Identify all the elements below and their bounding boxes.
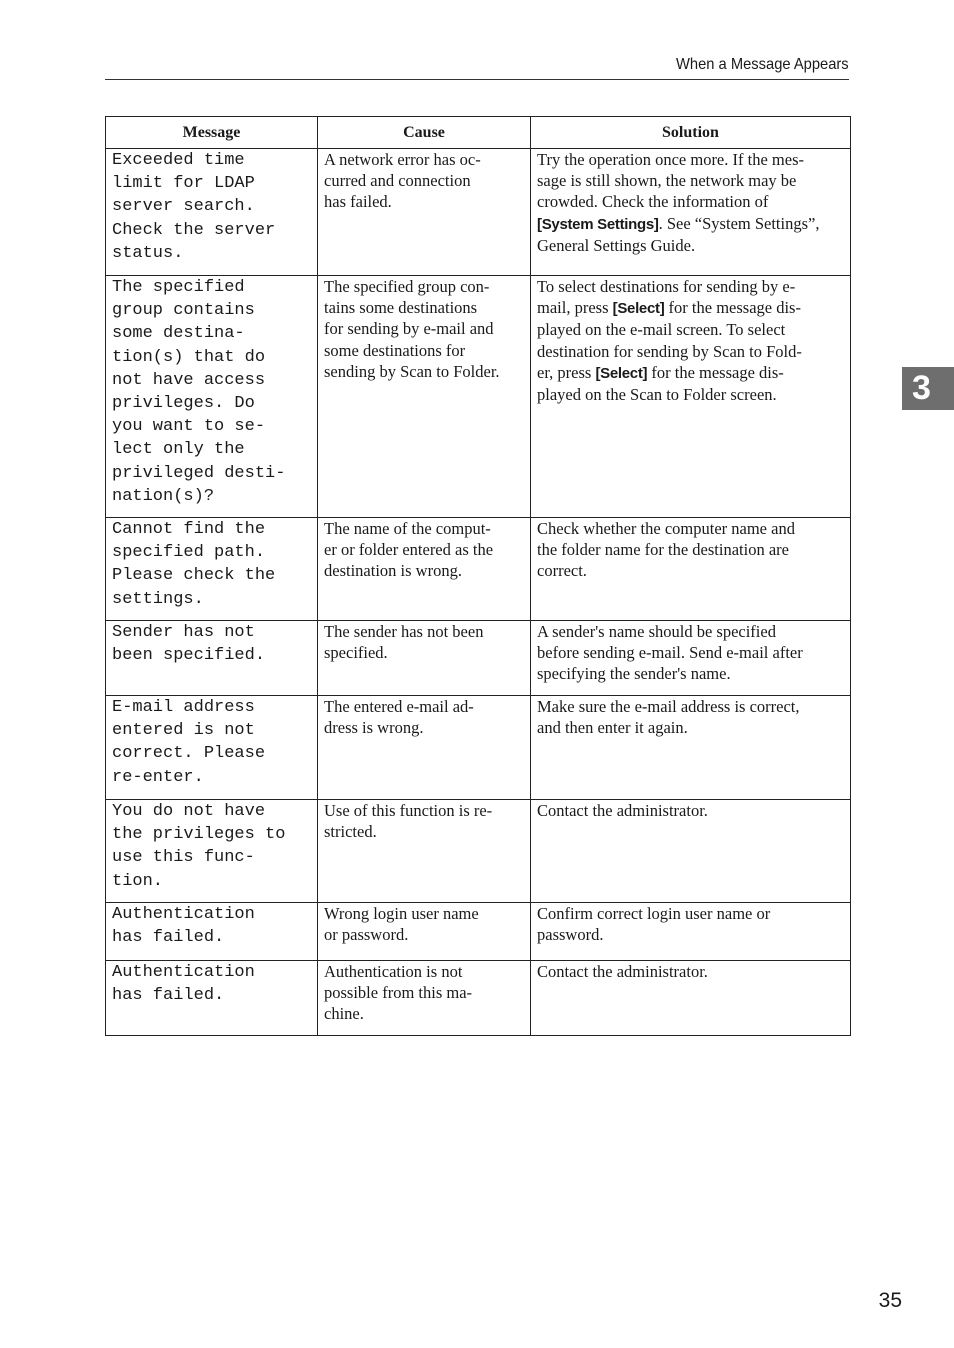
solution-line: Confirm correct login user name or xyxy=(537,904,771,923)
cause-line: The specified group con- xyxy=(324,277,490,296)
cause-line: specified. xyxy=(324,643,388,663)
message-line: specified path. xyxy=(112,543,266,563)
message-line: group contains xyxy=(112,301,255,321)
cause-cell xyxy=(318,903,531,961)
table-row xyxy=(106,961,851,1036)
solution-line: A sender's name should be specified xyxy=(537,622,776,641)
cause-line: for sending by e-mail and xyxy=(324,319,494,339)
cause-line: The name of the comput- xyxy=(324,519,491,538)
message-line: not have access xyxy=(112,370,266,390)
cause-cell xyxy=(318,621,531,696)
message-line: privileges. Do xyxy=(112,394,255,414)
solution-line: and then enter it again. xyxy=(537,718,688,738)
message-line: been specified. xyxy=(112,646,266,666)
message-line: correct. Please xyxy=(112,744,266,764)
cause-line: some destinations for xyxy=(324,340,466,360)
cause-line: The entered e-mail ad- xyxy=(324,697,474,716)
solution-line: Contact the administrator. xyxy=(537,962,708,981)
solution-line: the folder name for the destination are xyxy=(537,540,789,560)
solution-cell xyxy=(531,800,851,903)
solution-line: General Settings Guide. xyxy=(537,235,696,255)
cause-line: The sender has not been xyxy=(324,622,484,641)
solution-line: password. xyxy=(537,925,604,945)
solution-text: for the message dis- xyxy=(664,298,801,318)
message-line: You do not have xyxy=(112,802,266,821)
table-row xyxy=(106,621,851,696)
cause-line: stricted. xyxy=(324,822,377,842)
solution-cell xyxy=(531,149,851,276)
message-line: has failed. xyxy=(112,928,225,948)
running-header-title: When a Message Appears xyxy=(676,56,849,73)
solution-line: specifying the sender's name. xyxy=(537,664,731,684)
solution-text: . See “System Settings”, xyxy=(658,213,820,233)
message-line: tion. xyxy=(112,871,164,891)
solution-text: for the message dis- xyxy=(647,362,784,382)
solution-line: played on the e-mail screen. To select xyxy=(537,320,786,340)
message-line: Exceeded time xyxy=(112,151,245,170)
message-line: Sender has not xyxy=(112,623,255,642)
table-row xyxy=(106,149,851,276)
cause-line: er or folder entered as the xyxy=(324,540,494,560)
message-line: entered is not xyxy=(112,721,255,741)
message-line: tion(s) that do xyxy=(112,347,266,367)
cause-cell xyxy=(318,518,531,621)
select-key: [Select] xyxy=(612,300,665,318)
cause-line: destination is wrong. xyxy=(324,561,462,581)
message-line: Please check the xyxy=(112,566,276,586)
cause-line: dress is wrong. xyxy=(324,718,424,738)
message-line: Check the server xyxy=(112,220,276,240)
message-line: The specified xyxy=(112,278,245,297)
cause-line: sending by Scan to Folder. xyxy=(324,361,500,381)
cause-line: Authentication is not xyxy=(324,962,463,981)
message-cell xyxy=(106,518,318,621)
cause-line: Use of this function is re- xyxy=(324,801,493,820)
solution-line: To select destinations for sending by e- xyxy=(537,277,796,296)
message-line: has failed. xyxy=(112,986,225,1006)
message-cell xyxy=(106,903,318,961)
table-row xyxy=(106,800,851,903)
header-rule xyxy=(105,79,849,80)
solution-text: er, press xyxy=(537,362,596,382)
cause-line: chine. xyxy=(324,1004,364,1024)
message-line: some destina- xyxy=(112,324,245,344)
solution-line: before sending e-mail. Send e-mail after xyxy=(537,643,803,663)
column-header-cause: Cause xyxy=(318,117,531,149)
table-row xyxy=(106,276,851,518)
solution-line: Contact the administrator. xyxy=(537,801,708,820)
solution-line xyxy=(537,297,844,319)
cause-line: A network error has oc- xyxy=(324,150,481,169)
column-header-solution: Solution xyxy=(531,117,851,149)
message-cell xyxy=(106,961,318,1036)
message-cell xyxy=(106,800,318,903)
solution-text: mail, press xyxy=(537,298,613,318)
solution-line: Check whether the computer name and xyxy=(537,519,795,538)
solution-line: sage is still shown, the network may be xyxy=(537,171,797,191)
solution-cell xyxy=(531,276,851,518)
cause-cell xyxy=(318,696,531,800)
message-line: re-enter. xyxy=(112,767,204,787)
solution-cell xyxy=(531,903,851,961)
message-line: lect only the xyxy=(112,440,245,460)
solution-line xyxy=(537,213,844,235)
cause-line: curred and connection xyxy=(324,171,471,191)
message-line: server search. xyxy=(112,197,255,217)
table-row xyxy=(106,518,851,621)
table-row xyxy=(106,696,851,800)
message-cell xyxy=(106,621,318,696)
solution-line: destination for sending by Scan to Fold- xyxy=(537,341,802,361)
message-cell xyxy=(106,149,318,276)
message-line: privileged desti- xyxy=(112,463,286,483)
solution-line xyxy=(537,362,844,384)
message-cell xyxy=(106,276,318,518)
message-line: use this func- xyxy=(112,848,255,868)
cause-line: Wrong login user name xyxy=(324,904,479,923)
message-line: status. xyxy=(112,243,184,263)
message-line: Authentication xyxy=(112,905,255,924)
solution-line: correct. xyxy=(537,561,587,581)
message-line: E-mail address xyxy=(112,698,255,717)
cause-line: or password. xyxy=(324,925,409,945)
table-header-row xyxy=(106,117,851,149)
cause-cell xyxy=(318,800,531,903)
message-line: you want to se- xyxy=(112,417,266,437)
message-line: settings. xyxy=(112,589,204,609)
solution-line: Try the operation once more. If the mes- xyxy=(537,150,804,169)
chapter-tab: 3 xyxy=(902,367,954,410)
cause-line: has failed. xyxy=(324,192,392,212)
cause-line: possible from this ma- xyxy=(324,983,473,1003)
message-cell xyxy=(106,696,318,800)
page-number: 35 xyxy=(878,1289,902,1312)
column-header-message: Message xyxy=(106,117,318,149)
solution-line: Make sure the e-mail address is correct, xyxy=(537,697,800,716)
cause-cell xyxy=(318,961,531,1036)
cause-cell xyxy=(318,276,531,518)
solution-cell xyxy=(531,518,851,621)
solution-line: played on the Scan to Folder screen. xyxy=(537,385,777,405)
solution-cell xyxy=(531,696,851,800)
message-line: Cannot find the xyxy=(112,520,266,539)
solution-cell xyxy=(531,621,851,696)
solution-cell xyxy=(531,961,851,1036)
message-line: nation(s)? xyxy=(112,486,215,506)
system-settings-key: [System Settings] xyxy=(537,215,659,233)
cause-line: tains some destinations xyxy=(324,298,478,318)
table-row xyxy=(106,903,851,961)
message-line: limit for LDAP xyxy=(112,174,255,194)
message-line: Authentication xyxy=(112,963,255,982)
message-line: the privileges to xyxy=(112,825,286,845)
message-table xyxy=(105,116,851,1036)
select-key: [Select] xyxy=(595,364,648,382)
cause-cell xyxy=(318,149,531,276)
solution-line: crowded. Check the information of xyxy=(537,192,769,212)
